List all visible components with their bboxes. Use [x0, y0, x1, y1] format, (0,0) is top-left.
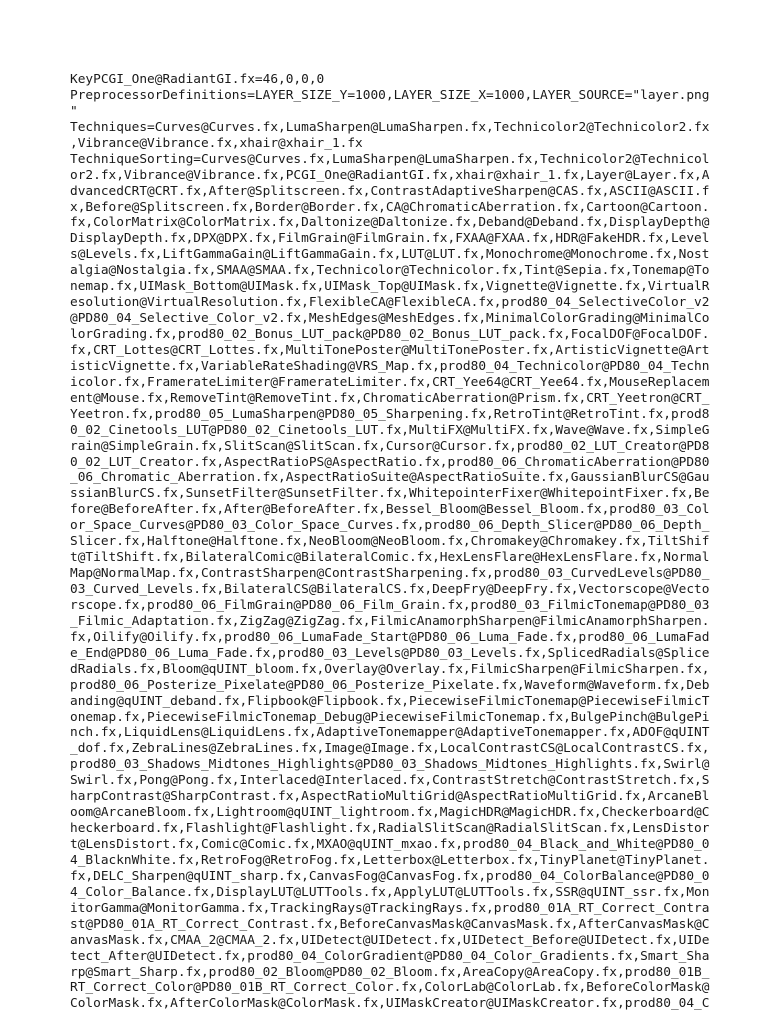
text-line: Map@NormalMap.fx,ContrastSharpen@ContrastSharpening.fx,prod80_03_CurvedLevels@PD80_: [70, 566, 710, 582]
text-line: rscope.fx,prod80_06_FilmGrain@PD80_06_Film_Grain.fx,prod80_03_FilmicTonemap@PD80_03: [70, 597, 710, 613]
text-line: Yeetron.fx,prod80_05_LumaSharpen@PD80_05_Sharpening.fx,RetroTint@RetroTint.fx,prod8: [70, 406, 710, 422]
text-line: oom@ArcaneBloom.fx,Lightroom@qUINT_lightroom.fx,MagicHDR@MagicHDR.fx,Checkerboard@C: [70, 805, 710, 821]
text-line: 03_Curved_Levels.fx,BilateralCS@BilateralCS.fx,DeepFry@DeepFry.fx,Vectorscope@Vecto: [70, 582, 710, 597]
text-line: lorGrading.fx,prod80_02_Bonus_LUT_pack@PD80_02_Bonus_LUT_pack.fx,FocalDOF@FocalDOF.: [70, 327, 710, 342]
text-line: s@Levels.fx,LiftGammaGain@LiftGammaGain.fx,LUT@LUT.fx,Monochrome@Monochrome.fx,Nost: [70, 247, 710, 263]
text-line: ColorMask.fx,AfterColorMask@ColorMask.fx,UIMaskCreator@UIMaskCreator.fx,prod80_04_C: [70, 996, 710, 1012]
text-line: t@LensDistort.fx,Comic@Comic.fx,MXAO@qUINT_mxao.fx,prod80_04_Black_and_White@PD80_0: [70, 837, 710, 852]
text-line: ent@Mouse.fx,RemoveTint@RemoveTint.fx,ChromaticAberration@Prism.fx,CRT_Yeetron@CRT_: [70, 390, 710, 406]
text-line: ": [70, 103, 78, 119]
text-line: rp@Smart_Sharp.fx,prod80_02_Bloom@PD80_02_Bloom.fx,AreaCopy@AreaCopy.fx,prod80_01B_: [70, 964, 710, 980]
text-line: nemap.fx,UIMask_Bottom@UIMask.fx,UIMask_Top@UIMask.fx,Vignette@Vignette.fx,VirtualR: [70, 279, 710, 295]
text-line: isticVignette.fx,VariableRateShading@VRS_Map.fx,prod80_04_Technicolor@PD80_04_Techn: [70, 358, 710, 374]
text-line: tect_After@UIDetect.fx,prod80_04_ColorGradient@PD80_04_Color_Gradients.fx,Smart_Sha: [70, 948, 710, 964]
text-line: e_End@PD80_06_Luma_Fade.fx,prod80_03_Levels@PD80_03_Levels.fx,SplicedRadials@Splice: [70, 645, 710, 661]
text-line: @PD80_04_Selective_Color_v2.fx,MeshEdges@MeshEdges.fx,MinimalColorGrading@MinimalCo: [70, 311, 710, 327]
text-line: PreprocessorDefinitions=LAYER_SIZE_Y=1000,LAYER_SIZE_X=1000,LAYER_SOURCE="layer.png: [70, 87, 710, 103]
text-line: heckerboard.fx,Flashlight@Flashlight.fx,RadialSlitScan@RadialSlitScan.fx,LensDistor: [70, 821, 710, 837]
text-line: t@TiltShift.fx,BilateralComic@BilateralComic.fx,HexLensFlare@HexLensFlare.fx,Normal: [70, 550, 710, 566]
text-line: rain@SimpleGrain.fx,SlitScan@SlitScan.fx,Cursor@Cursor.fx,prod80_02_LUT_Creator@PD8: [70, 438, 710, 454]
text-line: _dof.fx,ZebraLines@ZebraLines.fx,Image@Image.fx,LocalContrastCS@LocalContrastCS.fx,: [70, 741, 710, 757]
text-line: 0_02_LUT_Creator.fx,AspectRatioPS@AspectRatio.fx,prod80_06_ChromaticAberration@PD80: [70, 454, 710, 470]
text-line: Swirl.fx,Pong@Pong.fx,Interlaced@Interlaced.fx,ContrastStretch@ContrastStretch.fx,S: [70, 773, 710, 789]
text-line: fore@BeforeAfter.fx,After@BeforeAfter.fx,Bessel_Bloom@Bessel_Bloom.fx,prod80_03_Col: [70, 502, 710, 518]
text-line: 4_Color_Balance.fx,DisplayLUT@LUTTools.fx,ApplyLUT@LUTTools.fx,SSR@qUINT_ssr.fx,Mon: [70, 884, 710, 900]
text-line: prod80_06_Posterize_Pixelate@PD80_06_Posterize_Pixelate.fx,Waveform@Waveform.fx,Deb: [70, 677, 710, 693]
text-line: nch.fx,LiquidLens@LiquidLens.fx,AdaptiveTonemapper@AdaptiveTonemapper.fx,ADOF@qUINT: [70, 725, 710, 741]
config-text-block: [70, 72, 710, 1012]
text-line: TechniqueSorting=Curves@Curves.fx,LumaSharpen@LumaSharpen.fx,Technicolor2@Technicol: [70, 151, 710, 167]
text-line: onemap.fx,PiecewiseFilmicTonemap_Debug@PiecewiseFilmicTonemap.fx,BulgePinch@BulgePi: [70, 709, 710, 725]
text-line: dvancedCRT@CRT.fx,After@Splitscreen.fx,ContrastAdaptiveSharpen@CAS.fx,ASCII@ASCII.f: [70, 183, 710, 199]
text-line: dRadials.fx,Bloom@qUINT_bloom.fx,Overlay@Overlay.fx,FilmicSharpen@FilmicSharpen.fx,: [70, 661, 710, 677]
text-line: 0_02_Cinetools_LUT@PD80_02_Cinetools_LUT.fx,MultiFX@MultiFX.fx,Wave@Wave.fx,SimpleG: [70, 422, 710, 438]
text-line: fx,Oilify@Oilify.fx,prod80_06_LumaFade_Start@PD80_06_Luma_Fade.fx,prod80_06_LumaFad: [70, 629, 710, 645]
text-line: Techniques=Curves@Curves.fx,LumaSharpen@LumaSharpen.fx,Technicolor2@Technicolor2.fx: [70, 119, 710, 135]
text-line: _Filmic_Adaptation.fx,ZigZag@ZigZag.fx,FilmicAnamorphSharpen@FilmicAnamorphSharpen.: [70, 613, 710, 629]
text-line: _06_Chromatic_Aberration.fx,AspectRatioSuite@AspectRatioSuite.fx,GaussianBlurCS@Gau: [70, 470, 710, 486]
text-line: prod80_03_Shadows_Midtones_Highlights@PD80_03_Shadows_Midtones_Highlights.fx,Swirl@: [70, 757, 710, 773]
text-line: harpContrast@SharpContrast.fx,AspectRatioMultiGrid@AspectRatioMultiGrid.fx,ArcaneBl: [70, 789, 710, 805]
text-line: fx,CRT_Lottes@CRT_Lottes.fx,MultiTonePoster@MultiTonePoster.fx,ArtisticVignette@Art: [70, 342, 710, 358]
text-line: DisplayDepth.fx,DPX@DPX.fx,FilmGrain@FilmGrain.fx,FXAA@FXAA.fx,HDR@FakeHDR.fx,Level: [70, 231, 710, 247]
text-line: st@PD80_01A_RT_Correct_Contrast.fx,BeforeCanvasMask@CanvasMask.fx,AfterCanvasMask@C: [70, 916, 710, 932]
text-line: ssianBlurCS.fx,SunsetFilter@SunsetFilter.fx,WhitepointerFixer@WhitepointFixer.fx,Be: [70, 486, 710, 502]
text-line: or_Space_Curves@PD80_03_Color_Space_Curves.fx,prod80_06_Depth_Slicer@PD80_06_Depth_: [70, 518, 710, 534]
text-line: KeyPCGI_One@RadiantGI.fx=46,0,0,0: [70, 72, 325, 87]
text-line: x,Before@Splitscreen.fx,Border@Border.fx,CA@ChromaticAberration.fx,Cartoon@Cartoon.: [70, 199, 710, 215]
text-line: itorGamma@MonitorGamma.fx,TrackingRays@TrackingRays.fx,prod80_01A_RT_Correct_Contra: [70, 900, 710, 916]
text-line: RT_Correct_Color@PD80_01B_RT_Correct_Color.fx,ColorLab@ColorLab.fx,BeforeColorMask@: [70, 980, 710, 996]
text-line: 4_BlacknWhite.fx,RetroFog@RetroFog.fx,Letterbox@Letterbox.fx,TinyPlanet@TinyPlanet.: [70, 852, 710, 868]
text-line: anvasMask.fx,CMAA_2@CMAA_2.fx,UIDetect@UIDetect.fx,UIDetect_Before@UIDetect.fx,UIDe: [70, 932, 710, 948]
text-line: fx,ColorMatrix@ColorMatrix.fx,Daltonize@Daltonize.fx,Deband@Deband.fx,DisplayDepth@: [70, 215, 710, 231]
text-line: algia@Nostalgia.fx,SMAA@SMAA.fx,Technicolor@Technicolor.fx,Tint@Sepia.fx,Tonemap@To: [70, 263, 710, 279]
text-line: anding@qUINT_deband.fx,Flipbook@Flipbook.fx,PiecewiseFilmicTonemap@PiecewiseFilmicT: [70, 693, 710, 709]
text-line: or2.fx,Vibrance@Vibrance.fx,PCGI_One@RadiantGI.fx,xhair@xhair_1.fx,Layer@Layer.fx,A: [70, 167, 710, 183]
text-line: icolor.fx,FramerateLimiter@FramerateLimiter.fx,CRT_Yee64@CRT_Yee64.fx,MouseReplacem: [70, 374, 710, 390]
text-line: esolution@VirtualResolution.fx,FlexibleCA@FlexibleCA.fx,prod80_04_SelectiveColor_v2: [70, 295, 710, 311]
text-line: Slicer.fx,Halftone@Halftone.fx,NeoBloom@NeoBloom.fx,Chromakey@Chromakey.fx,TiltShif: [70, 534, 710, 550]
text-line: fx,DELC_Sharpen@qUINT_sharp.fx,CanvasFog@CanvasFog.fx,prod80_04_ColorBalance@PD80_0: [70, 868, 710, 884]
text-line: ,Vibrance@Vibrance.fx,xhair@xhair_1.fx: [70, 135, 363, 151]
